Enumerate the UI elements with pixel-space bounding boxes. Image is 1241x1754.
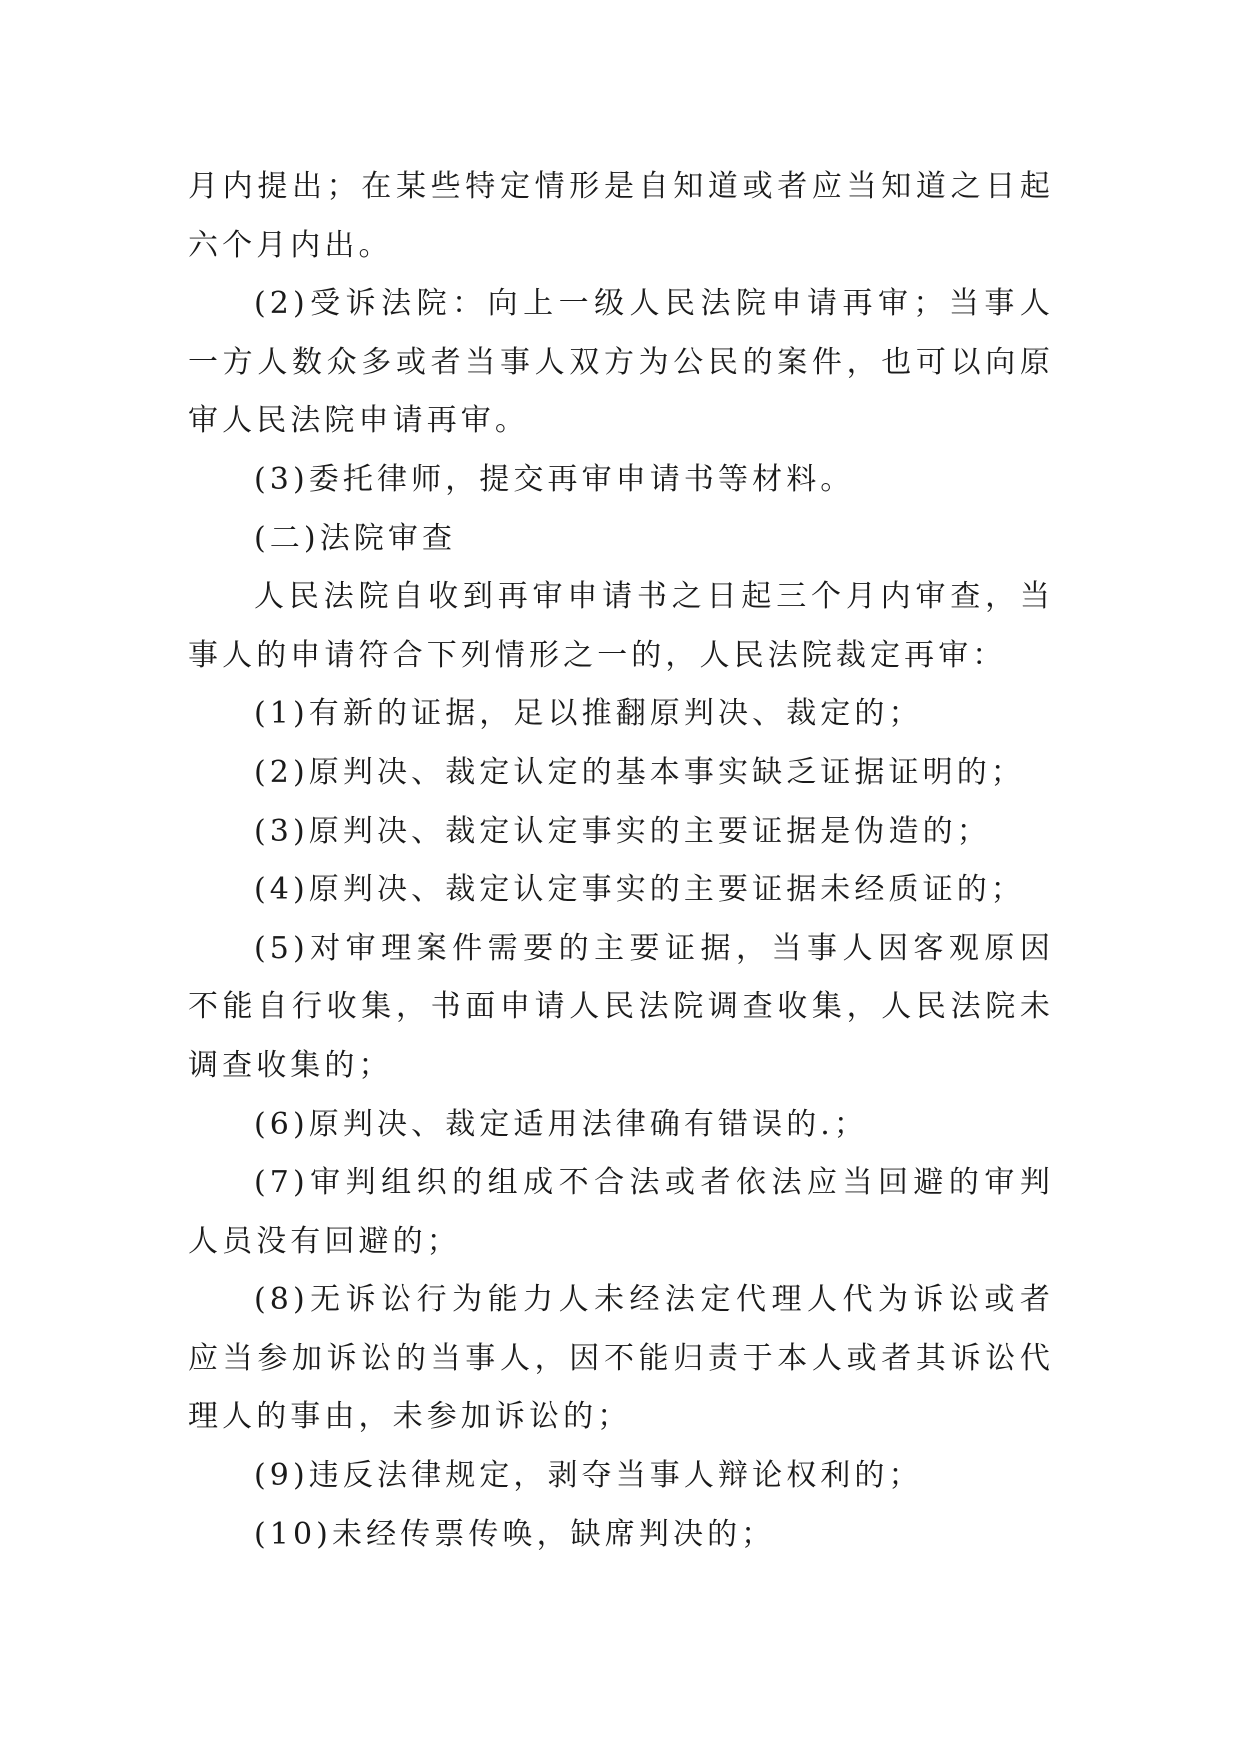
document-page bbox=[188, 158, 1054, 1564]
list-item-6: (6)原判决、裁定适用法律确有错误的.； bbox=[254, 1106, 869, 1142]
list-item-5: (5)对审理案件需要的主要证据，当事人因客观原因不能自行收集，书面申请人民法院调查收集，人民法院未调查收集的； bbox=[188, 930, 1054, 1083]
list-item-3: (3)原判决、裁定认定事实的主要证据是伪造的； bbox=[254, 813, 991, 849]
list-item-1: (1)有新的证据，足以推翻原判决、裁定的； bbox=[254, 696, 923, 732]
list-item-7: (7)审判组织的组成不合法或者依法应当回避的审判人员没有回避的； bbox=[188, 1165, 1054, 1259]
paragraph-review-intro: 人民法院自收到再审申请书之日起三个月内审查，当事人的申请符合下列情形之一的，人民法院裁定再审： bbox=[188, 579, 1054, 673]
list-item-4: (4)原判决、裁定认定事实的主要证据未经质证的； bbox=[254, 872, 1025, 908]
paragraph-entrust-lawyer: (3)委托律师，提交再审申请书等材料。 bbox=[254, 461, 855, 497]
list-item-2: (2)原判决、裁定认定的基本事实缺乏证据证明的； bbox=[254, 754, 1025, 790]
section-heading-court-review: (二)法院审查 bbox=[254, 520, 457, 556]
list-item-10: (10)未经传票传唤，缺席判决的； bbox=[254, 1516, 776, 1552]
paragraph-continuation: 月内提出；在某些特定情形是自知道或者应当知道之日起六个月内出。 bbox=[188, 169, 1054, 263]
list-item-9: (9)违反法律规定，剥夺当事人辩论权利的； bbox=[254, 1458, 923, 1494]
list-item-8: (8)无诉讼行为能力人未经法定代理人代为诉讼或者应当参加诉讼的当事人，因不能归责于本人或者其诉讼代理人的事由，未参加诉讼的； bbox=[188, 1282, 1054, 1435]
paragraph-court-jurisdiction: (2)受诉法院：向上一级人民法院申请再审；当事人一方人数众多或者当事人双方为公民的案件，也可以向原审人民法院申请再审。 bbox=[188, 286, 1054, 439]
